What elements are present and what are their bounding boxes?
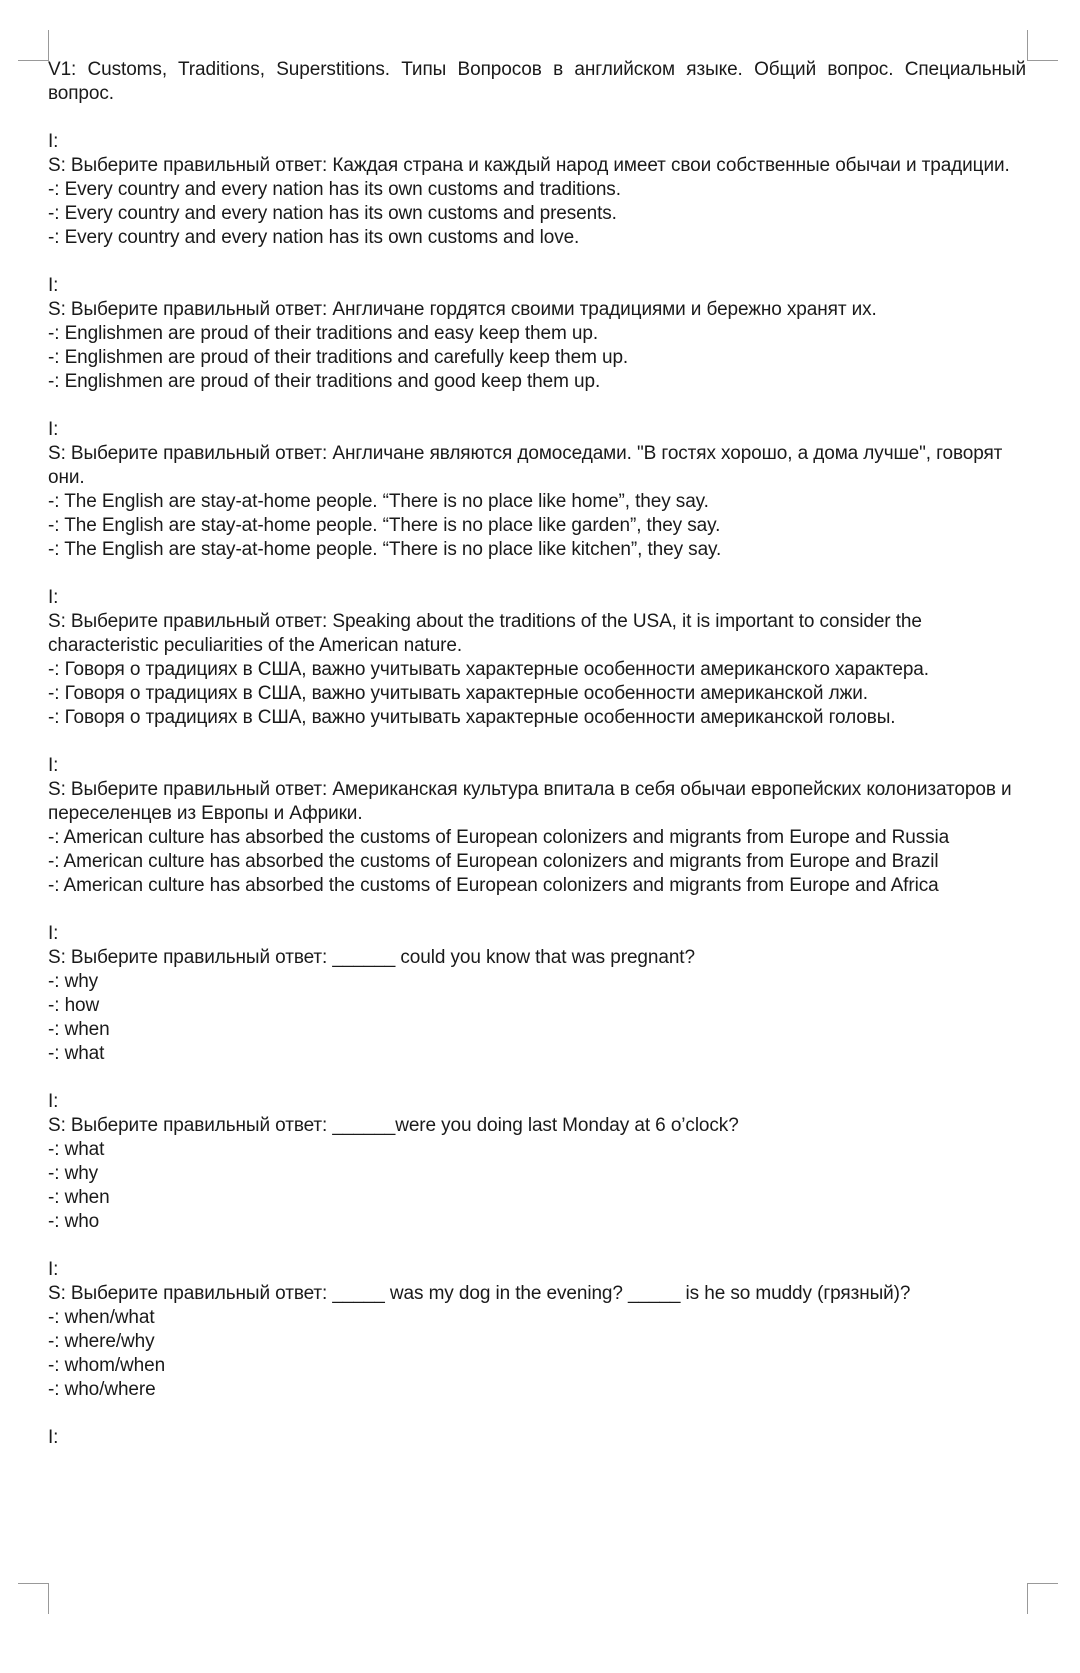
- question-label: I:: [48, 419, 59, 440]
- answer-option: -: The English are stay-at-home people. “There is no place like kitchen”, they say.: [48, 539, 722, 560]
- question-block: [48, 754, 1026, 898]
- answer-option: -: where/why: [48, 1331, 155, 1352]
- question-stem: S: Выберите правильный ответ: Speaking about the traditions of the USA, it is important to consider the characteristic peculiarities of the American nature.: [48, 611, 922, 656]
- question-stem: S: Выберите правильный ответ: ______were you doing last Monday at 6 o’clock?: [48, 1115, 739, 1136]
- answer-option: -: Говоря о традициях в США, важно учитывать характерные особенности американской головы.: [48, 707, 896, 728]
- answer-option: -: Говоря о традициях в США, важно учитывать характерные особенности американской лжи.: [48, 683, 868, 704]
- question-stem: S: Выберите правильный ответ: Англичане являются домоседами. "В гостях хорошо, а дома лучше", говорят они.: [48, 443, 1003, 488]
- question-stem: S: Выберите правильный ответ: Каждая страна и каждый народ имеет свои собственные обычаи и традиции.: [48, 155, 1010, 176]
- question-block: [48, 418, 1026, 562]
- question-block: [48, 586, 1026, 730]
- answer-option: -: Every country and every nation has its own customs and traditions.: [48, 179, 621, 200]
- question-label: I:: [48, 1427, 59, 1448]
- question-label: I:: [48, 587, 59, 608]
- answer-option: -: whom/when: [48, 1355, 166, 1376]
- answer-option: -: American culture has absorbed the customs of European colonizers and migrants from Europe and Africa: [48, 875, 939, 896]
- page-corner-mark: [18, 30, 49, 61]
- question-stem: S: Выберите правильный ответ: Англичане гордятся своими традициями и бережно хранят их.: [48, 299, 877, 320]
- answer-option: -: why: [48, 1163, 99, 1184]
- document-body: [48, 58, 1026, 1450]
- answer-option: -: why: [48, 971, 99, 992]
- page-corner-mark: [18, 1583, 49, 1614]
- question-label: I:: [48, 1091, 59, 1112]
- answer-option: -: who: [48, 1211, 100, 1232]
- question-label: I:: [48, 1259, 59, 1280]
- answer-option: -: what: [48, 1043, 105, 1064]
- answer-option: -: when: [48, 1187, 110, 1208]
- answer-option: -: The English are stay-at-home people. “There is no place like home”, they say.: [48, 491, 709, 512]
- answer-option: -: Every country and every nation has its own customs and love.: [48, 227, 580, 248]
- question-stem: S: Выберите правильный ответ: ______ could you know that was pregnant?: [48, 947, 695, 968]
- question-stem: S: Выберите правильный ответ: _____ was my dog in the evening? _____ is he so muddy (грязный)?: [48, 1283, 911, 1304]
- answer-option: -: Englishmen are proud of their traditions and good keep them up.: [48, 371, 601, 392]
- answer-option: -: Every country and every nation has its own customs and presents.: [48, 203, 617, 224]
- question-label: I:: [48, 755, 59, 776]
- answer-option: -: Englishmen are proud of their traditions and carefully keep them up.: [48, 347, 629, 368]
- document-title: V1: Customs, Traditions, Superstitions. Типы Вопросов в английском языке. Общий вопрос. Специальный вопрос.: [48, 59, 1026, 104]
- question-label: I:: [48, 275, 59, 296]
- answer-option: -: Говоря о традициях в США, важно учитывать характерные особенности американского характера.: [48, 659, 929, 680]
- answer-option: -: when: [48, 1019, 110, 1040]
- answer-option: -: American culture has absorbed the customs of European colonizers and migrants from Europe and Russia: [48, 827, 950, 848]
- question-block: [48, 274, 1026, 394]
- answer-option: -: The English are stay-at-home people. “There is no place like garden”, they say.: [48, 515, 721, 536]
- answer-option: -: who/where: [48, 1379, 156, 1400]
- page-corner-mark: [1027, 1583, 1058, 1614]
- question-stem: S: Выберите правильный ответ: Американская культура впитала в себя обычаи европейских колонизаторов и переселенцев из Европы и Африки.: [48, 779, 1012, 824]
- answer-option: -: what: [48, 1139, 105, 1160]
- question-block: [48, 130, 1026, 250]
- question-block: [48, 1258, 1026, 1402]
- question-block: [48, 922, 1026, 1066]
- answer-option: -: American culture has absorbed the customs of European colonizers and migrants from Europe and Brazil: [48, 851, 939, 872]
- question-list: [48, 130, 1026, 1402]
- question-label: I:: [48, 923, 59, 944]
- question-block: [48, 1090, 1026, 1234]
- answer-option: -: Englishmen are proud of their traditions and easy keep them up.: [48, 323, 598, 344]
- page-corner-mark: [1027, 30, 1058, 61]
- answer-option: -: how: [48, 995, 100, 1016]
- answer-option: -: when/what: [48, 1307, 155, 1328]
- question-label: I:: [48, 131, 59, 152]
